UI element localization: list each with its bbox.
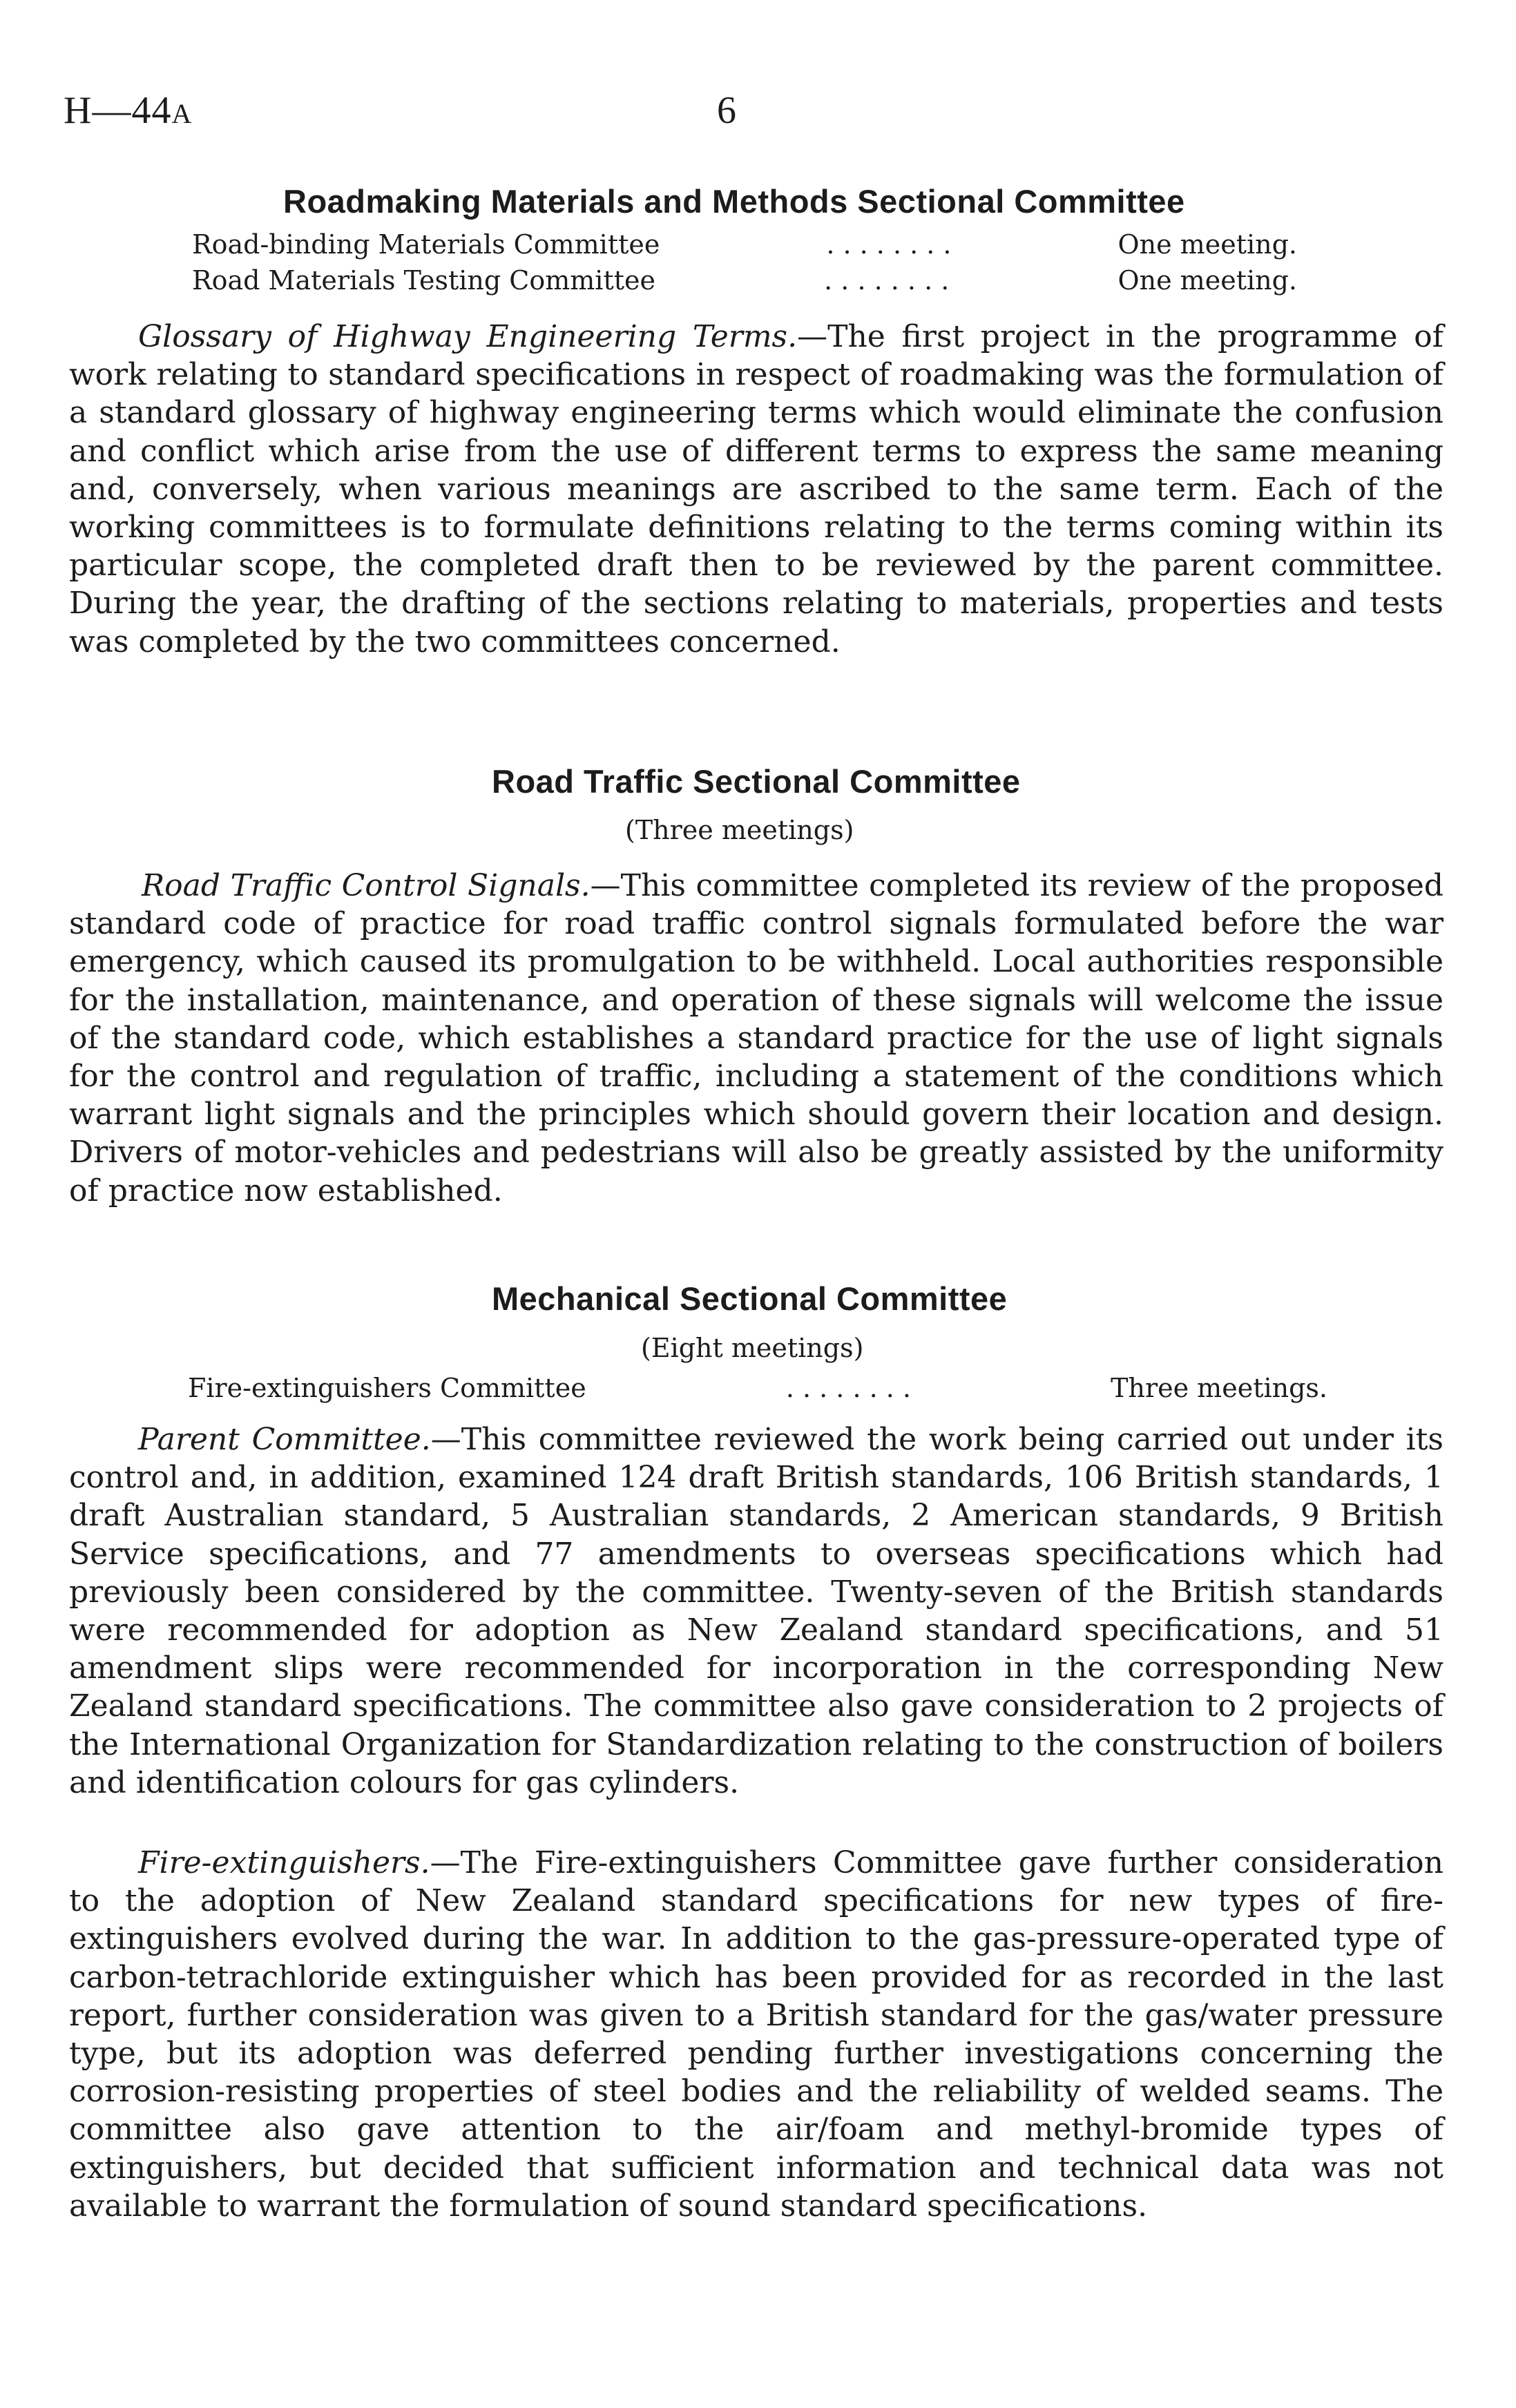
- subcommittee-name: Fire-extinguishers Committee: [188, 1373, 586, 1403]
- page-number: 6: [717, 89, 736, 132]
- paragraph-body: —The Fire-extinguishers Committee gave further consideration to the adoption of New Zealand standard specifications for new types of fire-extinguishers evolved during the war. In addition to the gas-pressure-operated type of carbon-tetrachloride extinguisher which has been provided for as recorded in the last report, further consideration was given to a British standard for the gas/water pressure type, but its adoption was deferred pending further investigations concerning the corrosion-resisting properties of steel bodies and the reliability of welded seams. The committee also gave attention to the air/foam and methyl-bromide types of extinguishers, but decided that sufficient information and technical data was not available to warrant the formulation of sound standard specifications.: [69, 1845, 1443, 2224]
- meeting-count: One meeting.: [1117, 229, 1297, 260]
- subcommittee-row: [192, 229, 1297, 260]
- paragraph-lead: Parent Committee.: [138, 1422, 431, 1457]
- meeting-count: One meeting.: [1117, 265, 1297, 296]
- section-heading-mechanical: Mechanical Sectional Committee: [492, 1280, 1008, 1317]
- dot-leaders: . . . . . . . .: [785, 1373, 911, 1403]
- paragraph-lead: Road Traffic Control Signals.: [142, 868, 591, 903]
- section-heading-road-traffic: Road Traffic Sectional Committee: [492, 763, 1021, 800]
- paragraph-body: —This committee completed its review of the proposed standard code of practice for road traffic control signals formulated before the war emergency, which caused its promulgation to be withheld. Local authorities responsible for the installation, maintenance, and operation of these signals will welcome the issue of the standard code, which establishes a standard practice for the use of light signals for the control and regulation of traffic, including a statement of the conditions which warrant light signals and the principles which should govern their location and design. Drivers of motor-vehicles and pedestrians will also be greatly assisted by the uniformity of practice now established.: [69, 868, 1444, 1208]
- subcommittee-row: [188, 1373, 1327, 1403]
- paragraph-lead: Glossary of Highway Engineering Terms.: [138, 319, 798, 354]
- meeting-count: Three meetings.: [1111, 1373, 1327, 1403]
- dot-leaders: . . . . . . . .: [826, 229, 952, 260]
- meeting-count-note: (Eight meetings): [641, 1333, 864, 1363]
- paragraph-glossary: [69, 318, 1443, 661]
- subcommittee-name: Road-binding Materials Committee: [192, 229, 660, 260]
- paragraph-fire-extinguishers: [69, 1844, 1443, 2225]
- subcommittee-row: [192, 265, 1297, 296]
- meeting-count-note: (Three meetings): [625, 815, 854, 845]
- document-reference-main: H—44: [64, 89, 172, 132]
- document-reference-suffix: A: [171, 98, 193, 129]
- paragraph-lead: Fire-extinguishers.: [138, 1845, 430, 1880]
- paragraph-road-traffic-signals: [69, 867, 1443, 1210]
- document-reference: [64, 88, 192, 133]
- paragraph-parent-committee: [69, 1420, 1443, 1802]
- subcommittee-name: Road Materials Testing Committee: [192, 265, 655, 296]
- paragraph-body: —This committee reviewed the work being carried out under its control and, in addition, examined 124 draft British standards, 106 British standards, 1 draft Australian standard, 5 Australian standards, 2 American standards, 9 British Service specifications, and 77 amendments to overseas specifications which had previously been considered by the committee. Twenty-seven of the British standards were recommended for adoption as New Zealand standard specifications, and 51 amendment slips were recommended for incorporation in the corresponding New Zealand standard specifications. The committee also gave consideration to 2 projects of the International Organization for Standardization relating to the construction of boilers and identification colours for gas cylinders.: [69, 1422, 1443, 1800]
- paragraph-body: —The first project in the programme of work relating to standard specifications in respect of roadmaking was the formulation of a standard glossary of highway engineering terms which would eliminate the confusion and conflict which arise from the use of different terms to express the same meaning and, conversely, when various meanings are ascribed to the same term. Each of the working committees is to formulate definitions relating to the terms coming within its particular scope, the completed draft then to be reviewed by the parent committee. During the year, the drafting of the sections relating to materials, properties and tests was completed by the two committees concerned.: [69, 319, 1443, 659]
- section-heading-roadmaking: Roadmaking Materials and Methods Sectional Committee: [283, 183, 1185, 220]
- dot-leaders: . . . . . . . .: [824, 265, 950, 296]
